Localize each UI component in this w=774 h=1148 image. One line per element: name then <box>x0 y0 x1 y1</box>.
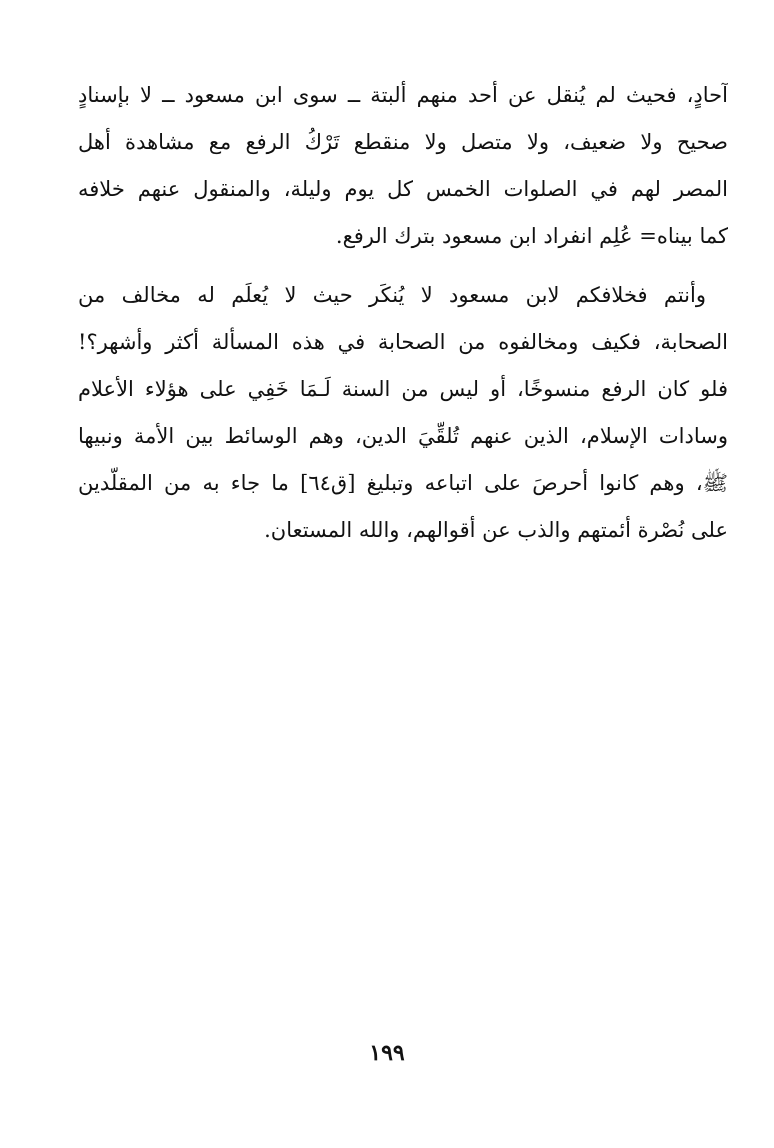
text-line: الصحابة، فكيف ومخالفوه من الصحابة في هذه المسألة أكثر وأشهر؟! <box>78 330 728 354</box>
paragraph-2 <box>78 272 728 554</box>
text-line: المصر لهم في الصلوات الخمس كل يوم وليلة، والمنقول عنهم خلافه <box>78 177 728 201</box>
text-line: آحادٍ، فحيث لم يُنقل عن أحد منهم ألبتة ــ سوى ابن مسعود ــ لا بإسنادٍ <box>78 83 728 107</box>
text-line: صحيح ولا ضعيف، ولا متصل ولا منقطع تَرْكُ الرفع مع مشاهدة أهل <box>78 130 728 154</box>
text-line: ﷺ، وهم كانوا أحرصَ على اتباعه وتبليغ [ق٦٤] ما جاء به من المقلّدين <box>78 471 728 495</box>
text-line: وأنتم فخلافكم لابن مسعود لا يُنكَر حيث لا يُعلَم له مخالف من <box>78 283 706 307</box>
text-line: كما بيناه= عُلِم انفراد ابن مسعود بترك الرفع. <box>335 224 728 248</box>
text-line: وسادات الإسلام، الذين عنهم تُلقِّيَ الدين، وهم الوسائط بين الأمة ونبيها <box>78 424 728 448</box>
paragraph-gap <box>78 260 728 272</box>
text-line: على نُصْرة أئمتهم والذب عن أقوالهم، والله المستعان. <box>264 518 728 542</box>
body-text <box>78 72 728 554</box>
text-line: فلو كان الرفع منسوخًا، أو ليس من السنة لَـمَا خَفِي على هؤلاء الأعلام <box>78 377 728 401</box>
page-number: ١٩٩ <box>369 1040 405 1066</box>
paragraph-1 <box>78 72 728 260</box>
